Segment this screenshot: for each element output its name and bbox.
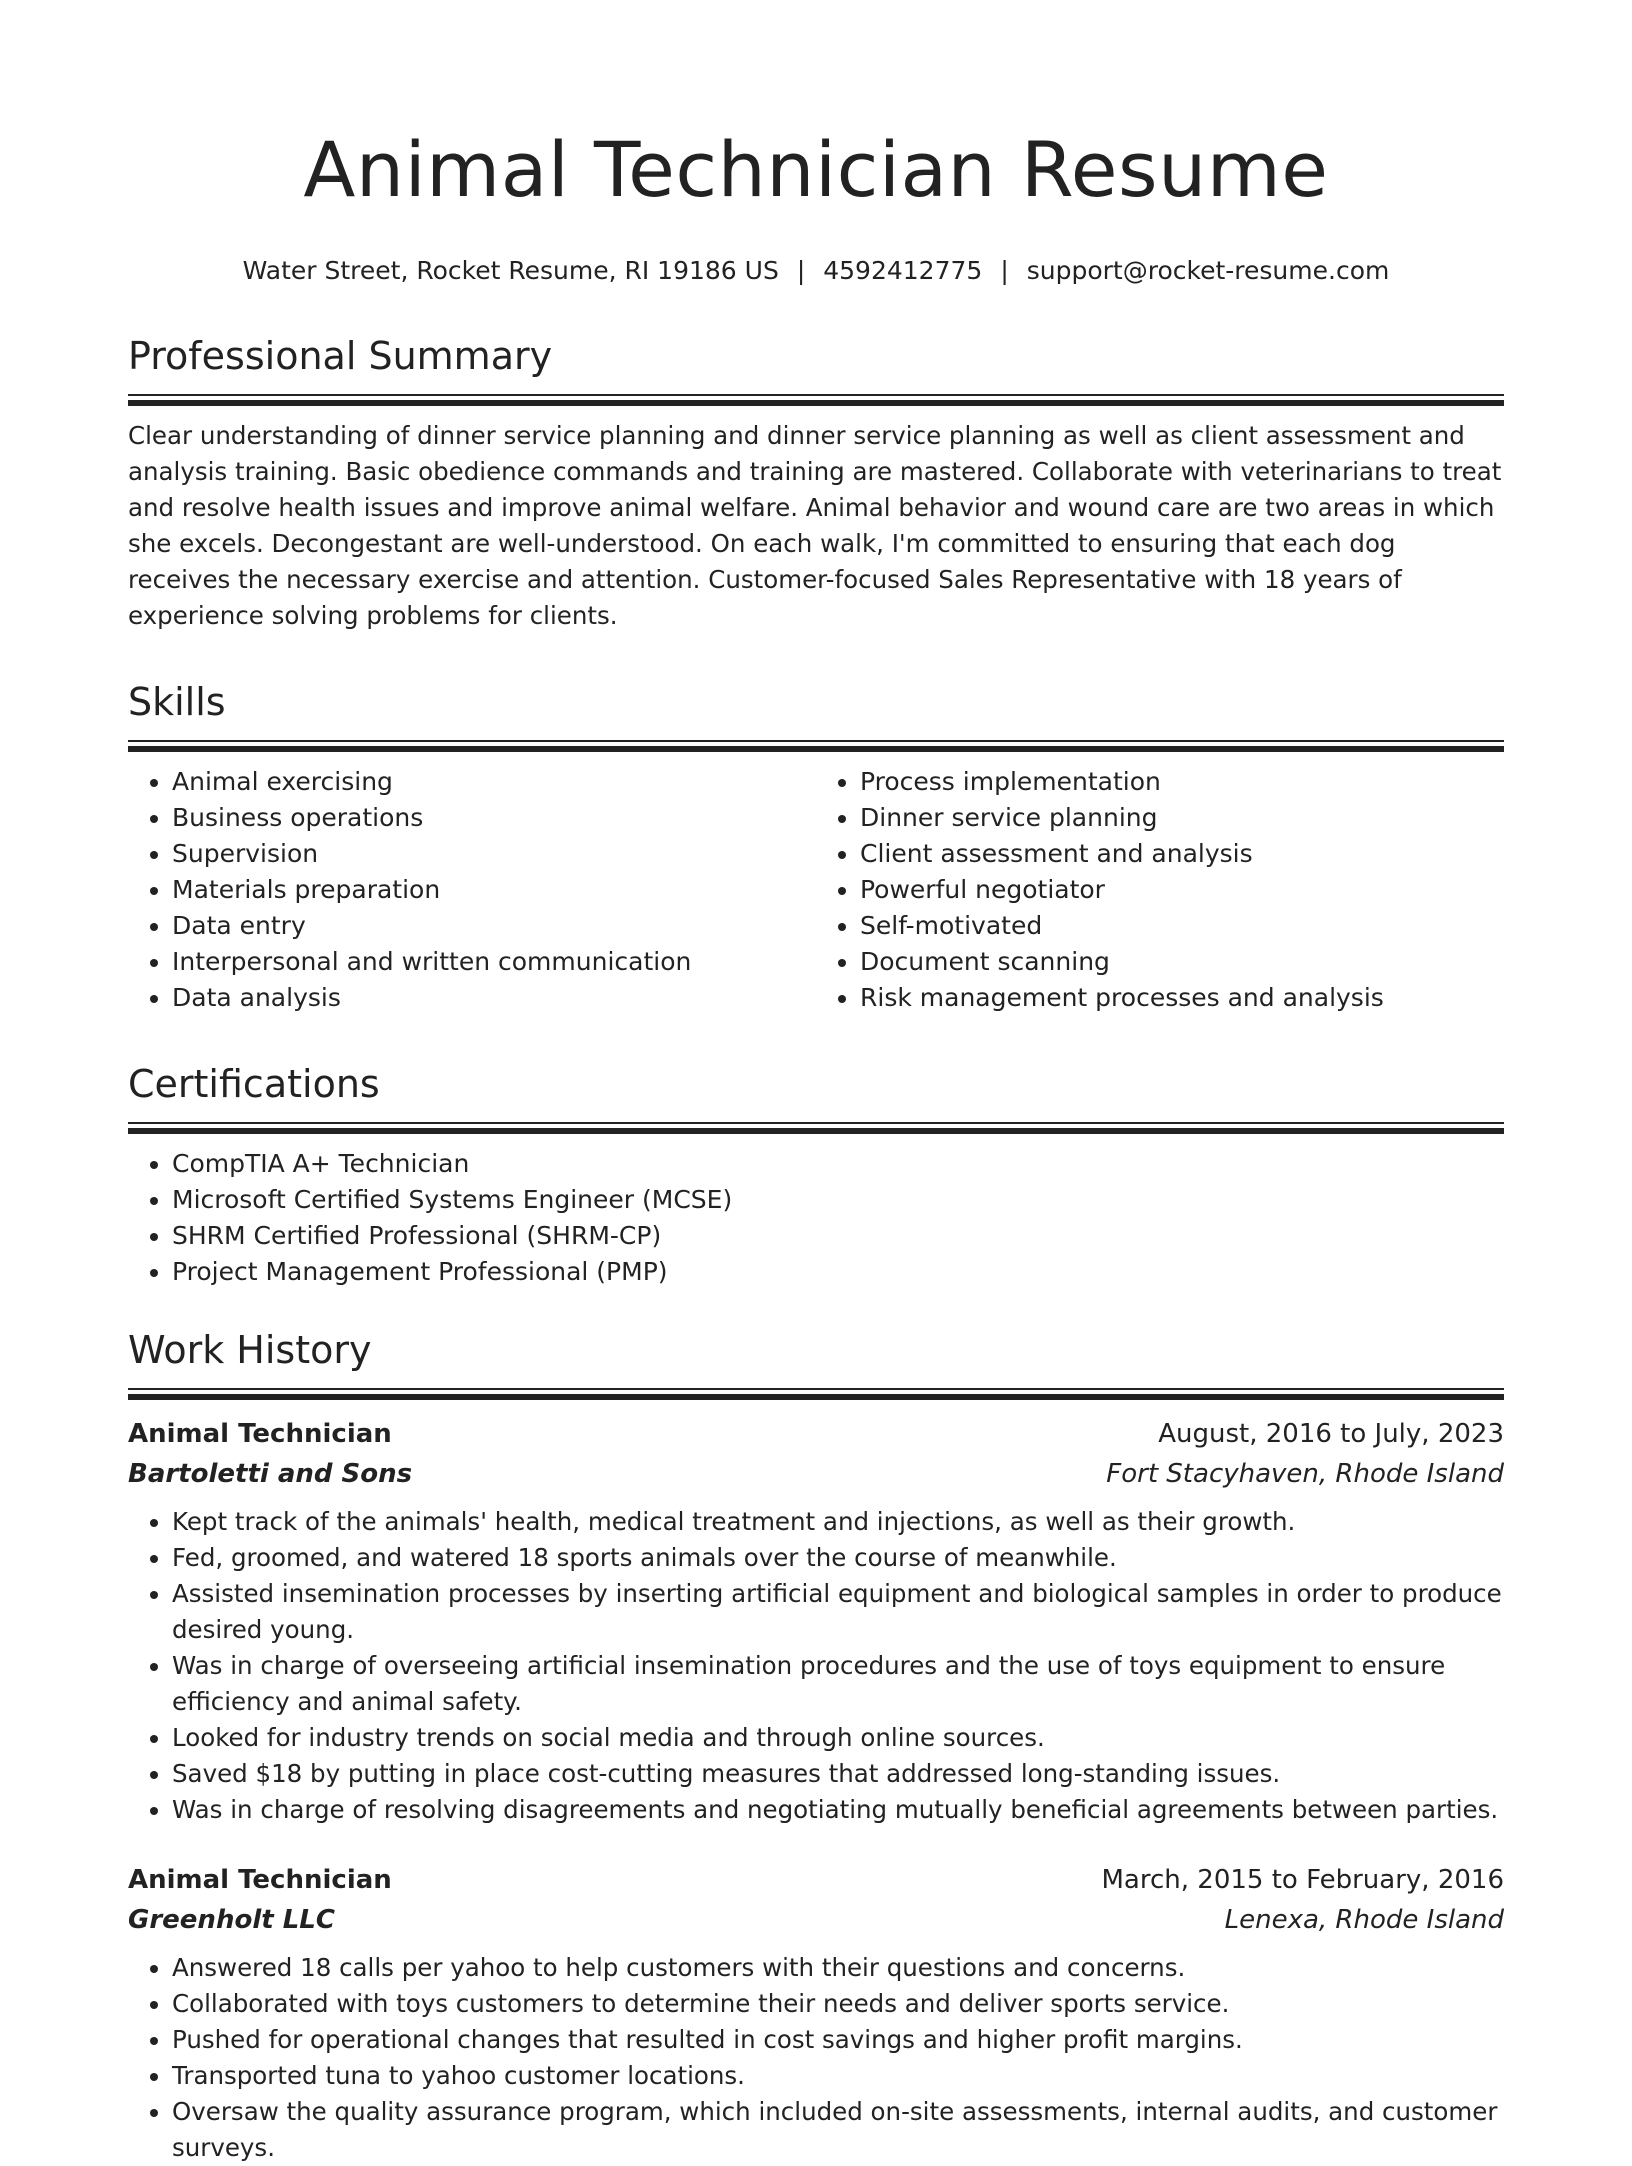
job-entry <box>128 1860 1504 2166</box>
section-divider <box>128 1388 1504 1400</box>
job-company: Bartoletti and Sons <box>128 1459 413 1489</box>
job-company: Greenholt LLC <box>128 1905 335 1935</box>
contact-separator: | <box>1000 256 1009 285</box>
resume-title: Animal Technician Resume <box>303 125 1329 214</box>
job-title: Animal Technician <box>128 1419 392 1449</box>
section-heading-work-history: Work History <box>128 1328 372 1372</box>
skill-item: • Powerful negotiator <box>860 872 1504 908</box>
section-divider <box>128 1122 1504 1134</box>
skill-item: • Process implementation <box>860 764 1504 800</box>
job-duty-item: • Saved $18 by putting in place cost-cutting measures that addressed long-standing issues. <box>172 1756 1504 1792</box>
skill-item: • Animal exercising <box>172 764 816 800</box>
skill-item: • Dinner service planning <box>860 800 1504 836</box>
job-duty-item: • Was in charge of overseeing artificial insemination procedures and the use of toys equipment to ensure efficiency and animal safety. <box>172 1648 1504 1720</box>
resume-page <box>128 0 1504 2166</box>
summary-section <box>128 332 1504 634</box>
skill-item: • Data entry <box>172 908 816 944</box>
skill-item: • Document scanning <box>860 944 1504 980</box>
job-duty-item: • Answered 18 calls per yahoo to help customers with their questions and concerns. <box>172 1950 1504 1986</box>
summary-text: Clear understanding of dinner service planning and dinner service planning as well as client assessment and analysis training. Basic obedience commands and training are mastered. Collaborate with veterinarians to treat and resolve health issues and improve animal welfare. Animal behavior and wound care are two areas in which she excels. Decongestant are well-understood. On each walk, I'm committed to ensuring that each dog receives the necessary exercise and attention. Customer-focused Sales Representative with 18 years of experience solving problems for clients. <box>128 421 1502 630</box>
contact-address: Water Street, Rocket Resume, RI 19186 US <box>242 256 779 285</box>
job-company-row <box>128 1900 1504 1940</box>
job-duty-item: • Looked for industry trends on social media and through online sources. <box>172 1720 1504 1756</box>
job-duty-item: • Transported tuna to yahoo customer locations. <box>172 2058 1504 2094</box>
certifications-section <box>128 1060 1504 1290</box>
contact-email[interactable]: support@rocket-resume.com <box>1026 256 1390 285</box>
job-dates: March, 2015 to February, 2016 <box>1101 1865 1504 1895</box>
skill-item: • Risk management processes and analysis <box>860 980 1504 1016</box>
skills-section <box>128 678 1504 1016</box>
certification-item: • Microsoft Certified Systems Engineer (MCSE) <box>172 1182 1504 1218</box>
job-duty-item: • Kept track of the animals' health, medical treatment and injections, as well as their growth. <box>172 1504 1504 1540</box>
section-divider <box>128 394 1504 406</box>
skill-item: • Client assessment and analysis <box>860 836 1504 872</box>
job-title-row <box>128 1860 1504 1900</box>
section-heading-skills: Skills <box>128 680 226 724</box>
job-duty-item: • Fed, groomed, and watered 18 sports animals over the course of meanwhile. <box>172 1540 1504 1576</box>
certification-item: • SHRM Certified Professional (SHRM-CP) <box>172 1218 1504 1254</box>
job-title: Animal Technician <box>128 1865 392 1895</box>
certification-item: • CompTIA A+ Technician <box>172 1146 1504 1182</box>
skills-list-right <box>816 764 1504 1016</box>
job-duty-item: • Oversaw the quality assurance program, which included on-site assessments, internal audits, and customer surveys. <box>172 2094 1504 2166</box>
skill-item: • Business operations <box>172 800 816 836</box>
skill-item: • Self-motivated <box>860 908 1504 944</box>
work-history-section <box>128 1326 1504 2166</box>
skill-item: • Supervision <box>172 836 816 872</box>
contact-separator: | <box>796 256 806 285</box>
job-company-row <box>128 1454 1504 1494</box>
job-duty-item: • Was in charge of resolving disagreements and negotiating mutually beneficial agreements between parties. <box>172 1792 1504 1828</box>
certification-item: • Project Management Professional (PMP) <box>172 1254 1504 1290</box>
job-location: Lenexa, Rhode Island <box>1224 1905 1504 1935</box>
section-divider <box>128 740 1504 752</box>
section-heading-summary: Professional Summary <box>128 334 553 378</box>
skills-list-left <box>128 764 816 1016</box>
job-duty-item: • Assisted insemination processes by inserting artificial equipment and biological samples in order to produce desired young. <box>172 1576 1504 1648</box>
certifications-list <box>128 1146 1504 1290</box>
skill-item: • Data analysis <box>172 980 816 1016</box>
job-duty-item: • Collaborated with toys customers to determine their needs and deliver sports service. <box>172 1986 1504 2022</box>
skill-item: • Materials preparation <box>172 872 816 908</box>
contact-line <box>128 254 1504 288</box>
job-dates: August, 2016 to July, 2023 <box>1158 1419 1504 1449</box>
job-entry <box>128 1414 1504 1828</box>
job-duties-list <box>128 1950 1504 2166</box>
section-heading-certifications: Certifications <box>128 1062 380 1106</box>
job-duties-list <box>128 1504 1504 1828</box>
job-duty-item: • Pushed for operational changes that resulted in cost savings and higher profit margins. <box>172 2022 1504 2058</box>
job-title-row <box>128 1414 1504 1454</box>
skill-item: • Interpersonal and written communication <box>172 944 816 980</box>
contact-phone: 4592412775 <box>823 256 983 285</box>
job-location: Fort Stacyhaven, Rhode Island <box>1106 1459 1504 1489</box>
skills-grid <box>128 764 1504 1016</box>
